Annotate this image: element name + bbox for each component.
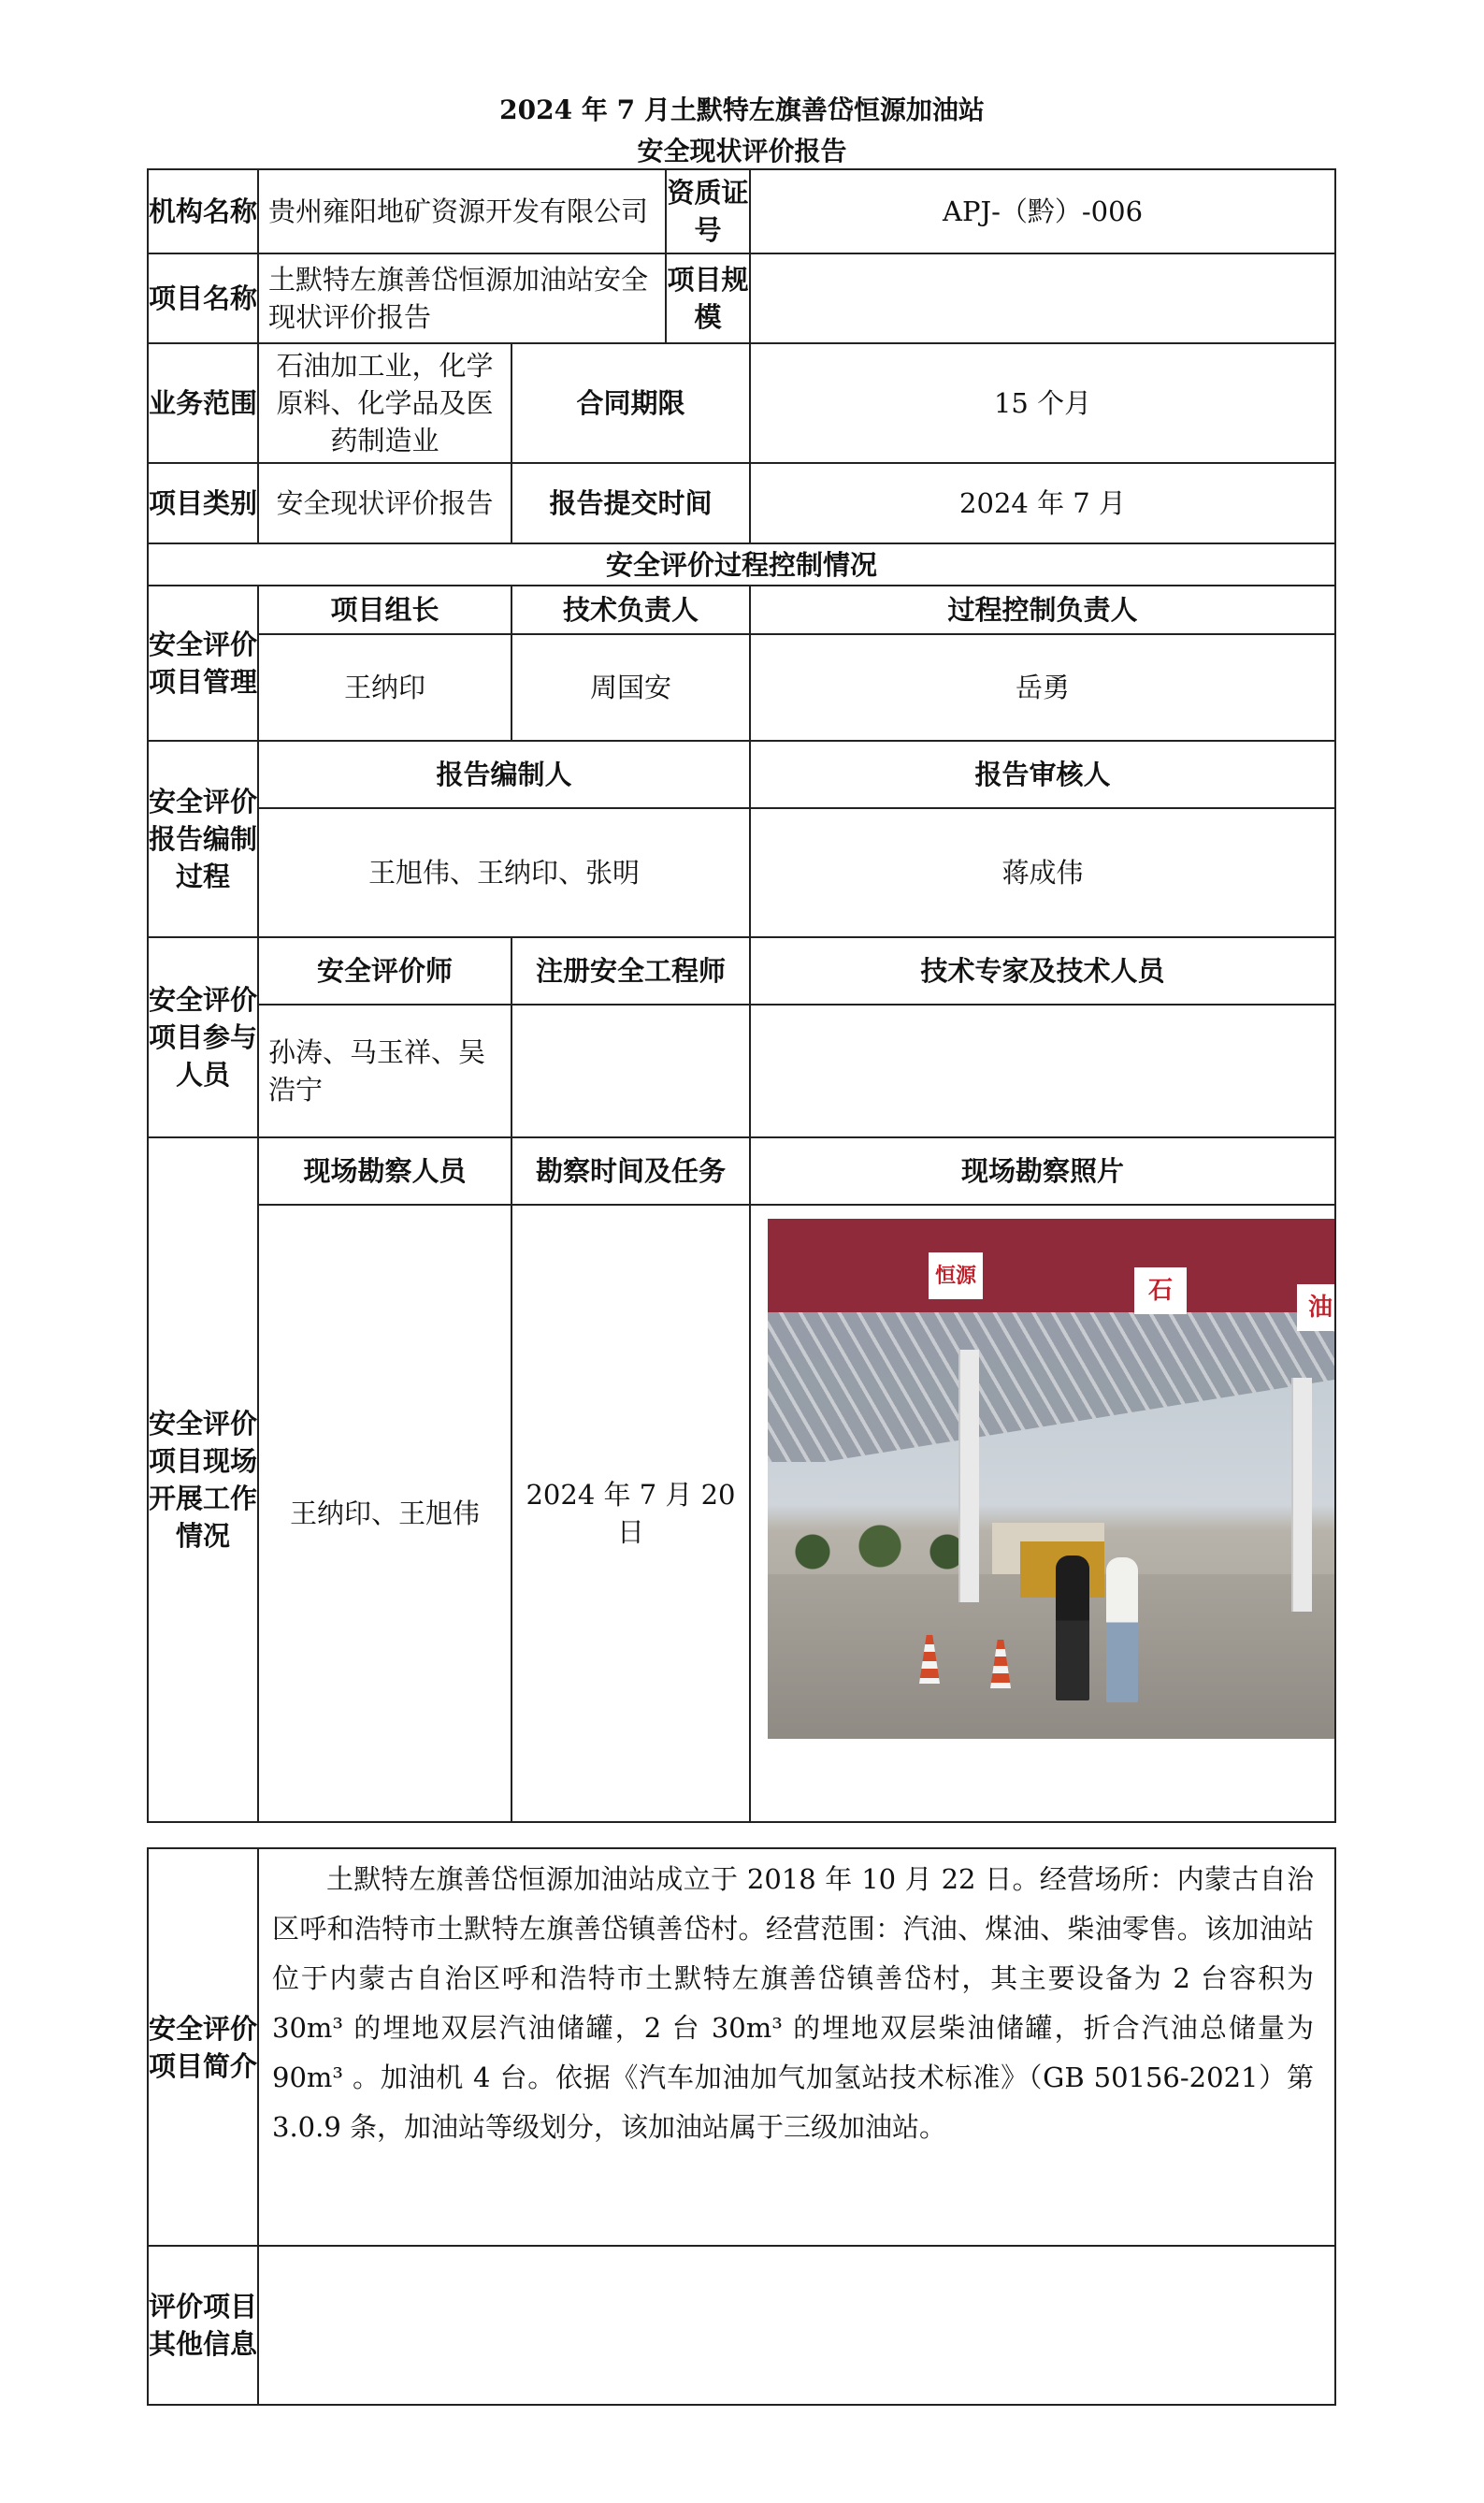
org-row xyxy=(148,169,1335,253)
photo-canopy xyxy=(768,1219,1334,1312)
cert-value: APJ-（黔）-006 xyxy=(750,169,1335,253)
scale-label: 项目规模 xyxy=(666,253,750,343)
participants-header-assessor: 安全评价师 xyxy=(258,937,511,1005)
participants-engineers xyxy=(511,1005,750,1137)
category-row xyxy=(148,463,1335,543)
photo-canopy-truss xyxy=(768,1312,1334,1462)
cert-label: 资质证号 xyxy=(666,169,750,253)
site-header-date: 勘察时间及任务 xyxy=(511,1137,750,1205)
process-section-row xyxy=(148,543,1335,586)
org-label: 机构名称 xyxy=(148,169,258,253)
photo-person-right xyxy=(1106,1557,1138,1702)
compilation-label: 安全评价报告编制过程 xyxy=(148,741,258,937)
site-header-staff: 现场勘察人员 xyxy=(258,1137,511,1205)
submit-value: 2024 年 7 月 xyxy=(750,463,1335,543)
category-label: 项目类别 xyxy=(148,463,258,543)
participants-header-engineer: 注册安全工程师 xyxy=(511,937,750,1005)
site-header-row xyxy=(148,1137,1335,1205)
submit-label: 报告提交时间 xyxy=(511,463,750,543)
management-value-row xyxy=(148,634,1335,741)
project-row xyxy=(148,253,1335,343)
other-value xyxy=(258,2246,1335,2405)
site-value-row xyxy=(148,1205,1335,1822)
photo-person-left xyxy=(1056,1555,1089,1700)
contract-value: 15 个月 xyxy=(750,343,1335,463)
intro-text: 土默特左旗善岱恒源加油站成立于 2018 年 10 月 22 日。经营场所：内蒙古自治区呼和浩特市土默特左旗善岱镇善岱村。经营范围：汽油、煤油、柴油零售。该加油站位于内蒙古自治区呼和浩特市土默特左旗善岱镇善岱村，其主要设备为 2 台容积为 30m³ 的埋地双层汽油储罐，2 台 30m³ 的埋地双层柴油储罐，折合汽油总储量为 90m³ 。加油机 4 台。依据《汽车加油加气加氢站技术标准》（GB 50156-2021）第 3.0.9 条，加油站等级划分，该加油站属于三级加油站。 xyxy=(258,1848,1335,2246)
management-label: 安全评价项目管理 xyxy=(148,586,258,741)
report-subtitle: 安全现状评价报告 xyxy=(637,136,847,166)
photo-sign-left: 石 xyxy=(1134,1267,1187,1314)
info-table xyxy=(147,168,1336,1823)
compilation-authors: 王旭伟、王纳印、张明 xyxy=(258,808,750,937)
compilation-value-row xyxy=(148,808,1335,937)
management-header-tech: 技术负责人 xyxy=(511,586,750,634)
management-header-process: 过程控制负责人 xyxy=(750,586,1335,634)
category-value: 安全现状评价报告 xyxy=(258,463,511,543)
project-name-label: 项目名称 xyxy=(148,253,258,343)
participants-value-row xyxy=(148,1005,1335,1137)
compilation-reviewer: 蒋成伟 xyxy=(750,808,1335,937)
site-date: 2024 年 7 月 20 日 xyxy=(511,1205,750,1822)
site-photo xyxy=(768,1219,1334,1739)
participants-header-expert: 技术专家及技术人员 xyxy=(750,937,1335,1005)
scale-value xyxy=(750,253,1335,343)
photo-pillar-left xyxy=(958,1350,979,1602)
process-section-title: 安全评价过程控制情况 xyxy=(148,543,1335,586)
photo-sign-brand: 恒源 xyxy=(929,1252,983,1299)
other-label: 评价项目其他信息 xyxy=(148,2246,258,2405)
project-name-value: 土默特左旗善岱恒源加油站安全现状评价报告 xyxy=(258,253,666,343)
management-leader: 王纳印 xyxy=(258,634,511,741)
management-tech: 周国安 xyxy=(511,634,750,741)
photo-sign-right: 油 xyxy=(1297,1284,1334,1331)
participants-assessors: 孙涛、马玉祥、吴浩宁 xyxy=(258,1005,511,1137)
site-label: 安全评价项目现场开展工作情况 xyxy=(148,1137,258,1822)
compilation-header-author: 报告编制人 xyxy=(258,741,750,808)
compilation-header-row xyxy=(148,741,1335,808)
participants-label: 安全评价项目参与人员 xyxy=(148,937,258,1137)
business-value: 石油加工业，化学原料、化学品及医药制造业 xyxy=(258,343,511,463)
business-row xyxy=(148,343,1335,463)
photo-ground xyxy=(768,1574,1334,1739)
management-process: 岳勇 xyxy=(750,634,1335,741)
participants-experts xyxy=(750,1005,1335,1137)
other-row xyxy=(148,2246,1335,2405)
summary-table xyxy=(147,1847,1336,2406)
report-title: 2024 年 7 月土默特左旗善岱恒源加油站 xyxy=(499,94,985,125)
participants-header-row xyxy=(148,937,1335,1005)
business-label: 业务范围 xyxy=(148,343,258,463)
site-photo-cell xyxy=(750,1205,1335,1822)
site-staff: 王纳印、王旭伟 xyxy=(258,1205,511,1822)
intro-row xyxy=(148,1848,1335,2246)
intro-label: 安全评价项目简介 xyxy=(148,1848,258,2246)
compilation-header-reviewer: 报告审核人 xyxy=(750,741,1335,808)
org-value: 贵州雍阳地矿资源开发有限公司 xyxy=(258,169,666,253)
contract-label: 合同期限 xyxy=(511,343,750,463)
management-header-leader: 项目组长 xyxy=(258,586,511,634)
site-header-photo: 现场勘察照片 xyxy=(750,1137,1335,1205)
photo-pillar-right xyxy=(1291,1378,1312,1612)
management-header-row xyxy=(148,586,1335,634)
